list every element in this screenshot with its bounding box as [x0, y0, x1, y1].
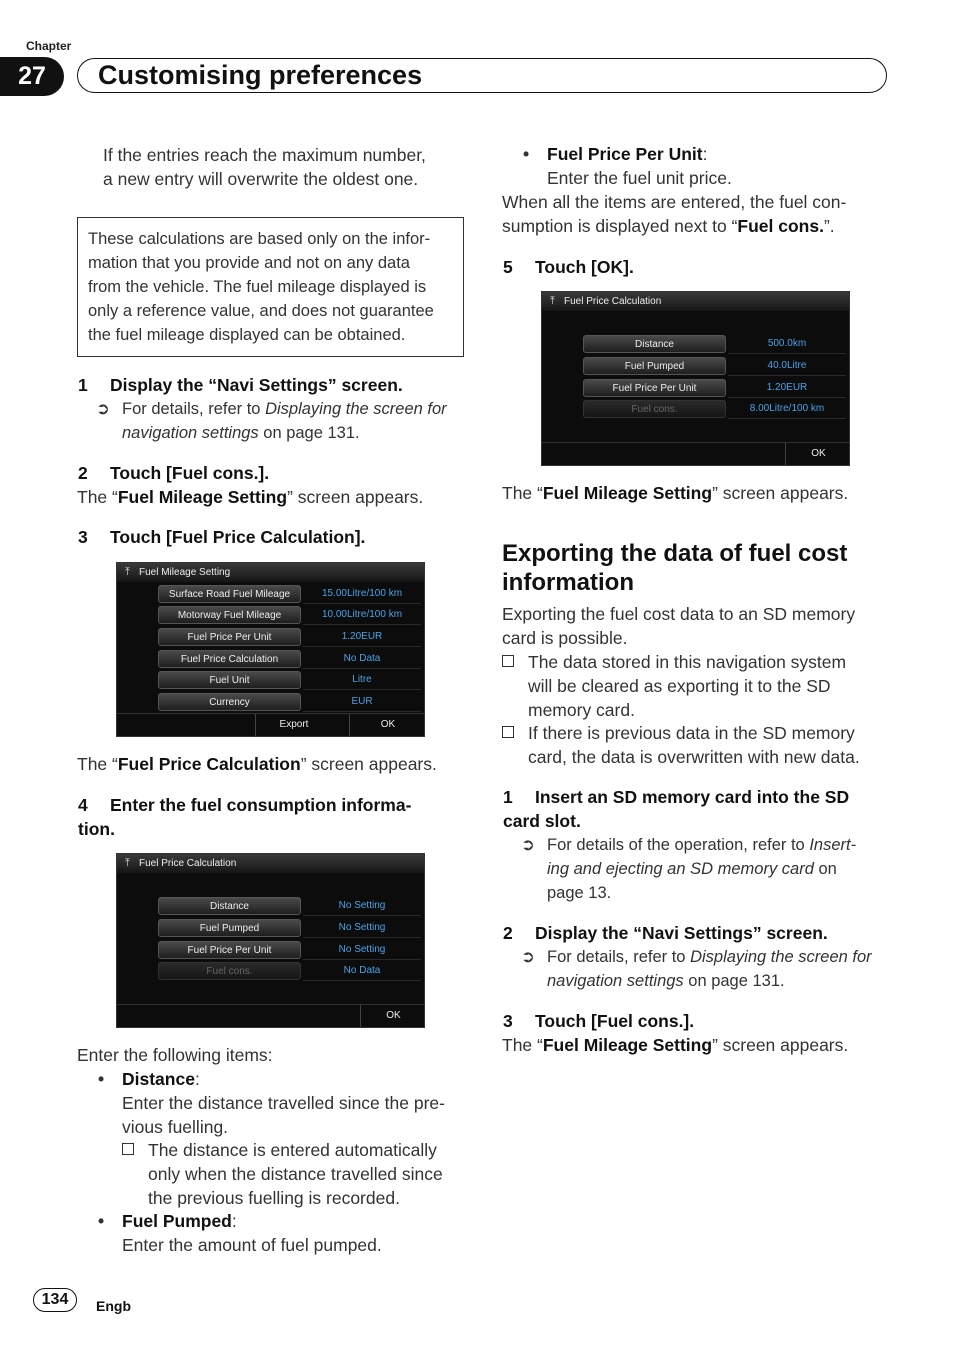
- currency-value: EUR: [303, 693, 421, 712]
- step-1-reference: ➲ For details, refer to Displaying the screen for navigation settings on page 131.: [96, 397, 466, 445]
- screen-footer: [117, 1004, 424, 1027]
- back-icon[interactable]: ⤒: [550, 295, 555, 307]
- step-5-result: The “Fuel Mileage Setting” screen appears.: [502, 483, 849, 503]
- fuel-price-per-unit-button[interactable]: Fuel Price Per Unit: [158, 628, 301, 646]
- screen-title: ⤒ Fuel Price Calculation: [117, 854, 424, 873]
- checkbox-icon: [122, 1143, 134, 1155]
- screen-footer: [542, 442, 849, 465]
- step-2-heading: 2 Touch [Fuel cons.].: [78, 463, 270, 483]
- arrow-icon: ➲: [521, 948, 535, 966]
- chapter-label: Chapter: [26, 39, 72, 53]
- distance-button[interactable]: Distance: [583, 335, 726, 353]
- distance-value: No Setting: [303, 897, 421, 916]
- fuel-mileage-setting-screen: [116, 562, 425, 737]
- surface-road-fuel-mileage-value: 15.00Litre/100 km: [303, 585, 421, 604]
- step-3-heading: 3 Touch [Fuel Price Calculation].: [78, 527, 366, 547]
- when-all-entered-text: When all the items are entered, the fuel con- sumption is displayed next to “Fuel cons.”.: [502, 192, 847, 236]
- fuel-pumped-button[interactable]: Fuel Pumped: [158, 919, 301, 937]
- step-1-heading: 1 Display the “Navi Settings” screen.: [78, 375, 403, 395]
- step-5-heading: 5 Touch [OK].: [503, 257, 634, 277]
- step-4-heading: 4 Enter the fuel consumption informa- tion.: [78, 795, 412, 839]
- bullet-icon: •: [98, 1069, 105, 1089]
- ok-button[interactable]: OK: [360, 1005, 425, 1027]
- distance-value: 500.0km: [728, 335, 846, 354]
- fuel-price-per-unit-item: • Fuel Price Per Unit: Enter the fuel unit price.: [523, 144, 732, 188]
- motorway-fuel-mileage-value: 10.00Litre/100 km: [303, 606, 421, 625]
- fuel-price-calculation-button[interactable]: Fuel Price Calculation: [158, 650, 301, 668]
- page-number: 134: [33, 1288, 77, 1312]
- check-note-2: If there is previous data in the SD memory card, the data is overwritten with new data.: [502, 721, 912, 769]
- distance-item: • Distance: Enter the distance travelled since the pre- vious fuelling.: [98, 1069, 445, 1137]
- step-2-result: The “Fuel Mileage Setting” screen appears.: [77, 487, 424, 507]
- fuel-price-calculation-value: No Data: [303, 650, 421, 669]
- chapter-number: 27: [0, 57, 64, 96]
- ok-button[interactable]: OK: [785, 443, 850, 465]
- fuel-pumped-item: • Fuel Pumped: Enter the amount of fuel pumped.: [98, 1211, 382, 1255]
- enter-items-text: Enter the following items:: [77, 1045, 273, 1065]
- fuel-pumped-button[interactable]: Fuel Pumped: [583, 357, 726, 375]
- distance-note: The distance is entered automatically only when the distance travelled since the previous fuelling is recorded.: [122, 1138, 462, 1210]
- sd-step-2-heading: 2 Display the “Navi Settings” screen.: [503, 923, 828, 943]
- export-button[interactable]: Export: [255, 714, 332, 736]
- sd-step-1-reference: ➲ For details of the operation, refer to Insert- ing and ejecting an SD memory card on page 13.: [521, 833, 891, 905]
- fuel-price-per-unit-button[interactable]: Fuel Price Per Unit: [158, 941, 301, 959]
- ok-button[interactable]: OK: [349, 714, 425, 736]
- section-title: Exporting the data of fuel cost information: [502, 540, 848, 596]
- surface-road-fuel-mileage-button[interactable]: Surface Road Fuel Mileage: [158, 585, 301, 603]
- sd-step-1-heading: 1 Insert an SD memory card into the SD card slot.: [503, 787, 850, 831]
- fuel-unit-value: Litre: [303, 671, 421, 690]
- check-note-1: The data stored in this navigation system will be cleared as exporting it to the SD memory card.: [502, 650, 902, 722]
- currency-button[interactable]: Currency: [158, 693, 301, 711]
- screen-title: ⤒ Fuel Mileage Setting: [117, 563, 424, 582]
- screen-title: ⤒ Fuel Price Calculation: [542, 292, 849, 311]
- fuel-cons-button: Fuel cons.: [583, 400, 726, 418]
- back-icon[interactable]: ⤒: [125, 857, 130, 869]
- checkbox-icon: [502, 655, 514, 667]
- fuel-cons-value: No Data: [303, 962, 421, 981]
- motorway-fuel-mileage-button[interactable]: Motorway Fuel Mileage: [158, 606, 301, 624]
- fuel-cons-value: 8.00Litre/100 km: [728, 400, 846, 419]
- fuel-price-per-unit-button[interactable]: Fuel Price Per Unit: [583, 379, 726, 397]
- section-intro: Exporting the fuel cost data to an SD memory card is possible.: [502, 604, 856, 648]
- sd-step-3-heading: 3 Touch [Fuel cons.].: [503, 1011, 695, 1031]
- chapter-title: Customising preferences: [77, 58, 887, 93]
- intro-text: If the entries reach the maximum number, a new entry will overwrite the oldest one.: [103, 145, 426, 189]
- fuel-pumped-value: No Setting: [303, 919, 421, 938]
- fuel-pumped-value: 40.0Litre: [728, 357, 846, 376]
- fuel-cons-button: Fuel cons.: [158, 962, 301, 980]
- sd-step-3-result: The “Fuel Mileage Setting” screen appears.: [502, 1035, 849, 1055]
- distance-button[interactable]: Distance: [158, 897, 301, 915]
- note-box: These calculations are based only on the infor- mation that you provide and not on any data from the vehicle. The fuel mileage displayed is only a reference value, and does not guarantee the fuel mileage displayed can be obtained.: [77, 217, 464, 357]
- fuel-price-calculation-screen-filled: [541, 291, 850, 466]
- fuel-price-per-unit-value: 1.20EUR: [303, 628, 421, 647]
- bullet-icon: •: [523, 144, 530, 164]
- fuel-price-calculation-screen-empty: [116, 853, 425, 1028]
- back-icon[interactable]: ⤒: [125, 566, 130, 578]
- language-code: Engb: [96, 1298, 131, 1314]
- arrow-icon: ➲: [521, 836, 535, 854]
- fuel-price-per-unit-value: No Setting: [303, 941, 421, 960]
- checkbox-icon: [502, 726, 514, 738]
- screen-footer: [117, 713, 424, 736]
- arrow-icon: ➲: [96, 400, 110, 418]
- step-3-result: The “Fuel Price Calculation” screen appears.: [77, 754, 437, 774]
- bullet-icon: •: [98, 1211, 105, 1231]
- sd-step-2-reference: ➲ For details, refer to Displaying the screen for navigation settings on page 131.: [521, 945, 891, 993]
- fuel-unit-button[interactable]: Fuel Unit: [158, 671, 301, 689]
- fuel-price-per-unit-value: 1.20EUR: [728, 379, 846, 398]
